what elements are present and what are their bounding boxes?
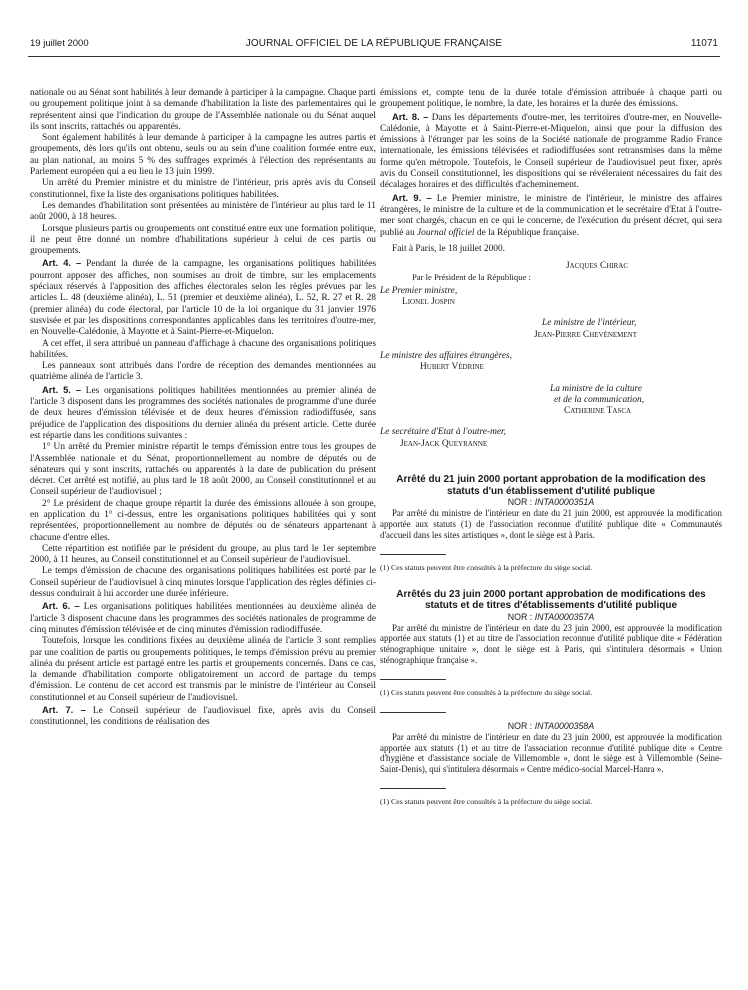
article-label: Art. 5. – — [42, 383, 82, 395]
interieur-title: Le ministre de l'intérieur, — [542, 318, 637, 329]
nor-code: INTA0000351A — [534, 497, 595, 508]
by-president: Par le Président de la République : — [412, 272, 531, 283]
ae-title: Le ministre des affaires étrangères, — [380, 350, 513, 361]
section-body: Par arrêté du ministre de l'intérieur en date du 23 juin 2000, est approuvée la modification apportée aux statuts (1) et au titre de l'association reconnue d'utilité publique dite « Centre d'hygiène et d'assistance sociale de Villemomble », dont le siège est à Villemomble (Seine-Saint-Denis), qui s'intitulera désormais « Centre médico-social Marcel-Hanra ». — [380, 732, 722, 774]
footnote: (1) Ces statuts peuvent être consultés à la préfecture du siège social. — [380, 688, 593, 698]
article-9 — [380, 192, 722, 239]
section-body: Par arrêté du ministre de l'intérieur en date du 23 juin 2000, est approuvée la modification apportée aux statuts (1) et au titre de l'association reconnue d'utilité publique dite « Fédération sténographique unitaire », dont le siège est à Paris, qui s'intitulera désormais « Union sténographique française ». — [380, 622, 722, 665]
article-text: Pendant la durée de la campagne, les organisations politiques habilitées pourront apposer des affiches, non soumises au droit de timbre, sur les emplacements spéciaux réservés à l'apposition des affiches électorales selon les règles prévues par les articles L. 48 (deuxième alinéa), L. 51 (premier et deuxième alinéa), L. 52, R. 27 et R. 28 (premier alinéa) du code électoral, par l'article 10 de la loi organique du 31 janvier 1976 susvisée et par les dispositions correspondantes applicables dans les territoires d'outre-mer, en Nouvelle-Calédonie, à Mayotte et à Saint-Pierre-et-Miquelon. — [30, 259, 377, 338]
article-label: Art. 9. – — [392, 191, 432, 203]
paragraph: Sont également habilités à leur demande à participer à la campagne les autres partis et groupements, dès lors qu'ils ont obtenu, seuls ou au sein d'une coalition formée entre eux, au plan national, au moins 5 % des suffrages exprimés à l'élection des représentants au Parlement européen qui a eu lieu le 13 juin 1999. — [30, 133, 376, 178]
interieur-name: Jean-Pierre Chevènement — [534, 329, 638, 340]
article-6 — [30, 600, 376, 636]
culture-title-2: et de la communication, — [554, 394, 645, 405]
section-body: Par arrêté du ministre de l'intérieur en date du 21 juin 2000, est approuvée la modification apportée aux statuts (1) de l'association reconnue d'utilité publique dite « Communautés d'accueil dans les sites artistiques », dont le siège est à Paris. — [380, 508, 722, 540]
paragraph: Le temps d'émission de chacune des organisations politiques habilitées est porté par le Conseil supérieur de l'audiovisuel à cinq minutes lorsque l'application des règles définies ci-dessus conduirait à lui accorder une durée inférieure. — [30, 566, 376, 600]
article-5 — [30, 384, 376, 442]
article-label: Art. 8. – — [392, 110, 429, 122]
article-7 — [30, 704, 376, 729]
pm-title: Le Premier ministre, — [380, 285, 458, 296]
signatures — [380, 261, 722, 450]
paragraph: émissions et, compte tenu de la durée totale d'émission attribuée à chaque parti ou groupement politique, le nombre, la date, les horaires et la durée des émissions. — [380, 88, 722, 110]
nor-reference — [380, 497, 722, 508]
nor-reference — [380, 612, 722, 623]
footnote: (1) Ces statuts peuvent être consultés à la préfecture du siège social. — [380, 563, 593, 573]
ae-name: Hubert Védrine — [420, 362, 484, 373]
article-text: Le Premier ministre, le ministre de l'intérieur, le ministre des affaires étrangères, le ministre de la culture et de la communication et le secrétaire d'Etat à l'outre-mer sont chargés, chacun en ce qui le concerne, de l'exécution du présent décret, qui sera publié au — [380, 193, 722, 238]
paragraph: A cet effet, il sera attribué un panneau d'affichage à chacune des organisations politiques habilitées. — [30, 338, 376, 360]
place-date: Fait à Paris, le 18 juillet 2000. — [392, 243, 506, 254]
article-text: Dans les départements d'outre-mer, les territoires d'outre-mer, en Nouvelle-Calédonie, à Mayotte et à Saint-Pierre-et-Miquelon, ainsi que pour la diffusion des émissions à l'étranger par les soins de la Société nationale de programme Radio France internationale, les émissions télévisées et radiodiffusées sont retransmises dans la même forme qu'en métropole. Toutefois, le Conseil supérieur de l'audiovisuel peut fixer, après avis du Conseil constitutionnel, les dispositions qui se révéleraient nécessaires du fait des décalages horaires et des difficultés d'acheminement. — [380, 112, 722, 191]
paragraph: Cette répartition est notifiée par le président du groupe, au plus tard le 1er septembre 2000, à 11 heures, au Conseil constitutionnel et au Conseil supérieur de l'audiovisuel. — [30, 543, 376, 566]
culture-title: La ministre de la culture — [550, 383, 643, 394]
paragraph: 1° Un arrêté du Premier ministre répartit le temps d'émission entre tous les groupes de l'Assemblée nationale et du Sénat, proportionnellement au nombre de députés ou de sénateurs qui y sont inscrits, rattachés ou apparentés à la date de publication du présent décret. Cet arrêté est notifié, au plus tard le 18 août 2000, au Conseil constitutionnel et au Conseil supérieur de l'audiovisuel ; — [30, 442, 376, 498]
left-column — [30, 88, 376, 729]
nor-label: NOR : — [507, 720, 535, 731]
paragraph: Toutefois, lorsque les conditions fixées au deuxième alinéa de l'article 3 sont remplies par une coalition de partis ou groupements politiques, le temps d'émission prévu au premier alinéa du présent article est partagé entre les partis et groupements concernés. Dans ce cas, la demande d'habilitation comporte obligatoirement un accord de partage du temps d'émission. Le contenu de cet accord est transmis par le ministre de l'intérieur au Conseil constitutionnel et au Conseil supérieur de l'audiovisuel. — [30, 636, 376, 703]
article-text-end: de la République française. — [474, 227, 579, 238]
article-label: Art. 4. – — [42, 257, 82, 269]
journal-title: JOURNAL OFFICIEL DE LA RÉPUBLIQUE FRANÇAISE — [245, 38, 503, 49]
article-label: Art. 7. – — [42, 704, 86, 716]
journal-officiel-reference: Journal officiel — [416, 227, 475, 238]
page-number: 11071 — [690, 38, 718, 49]
om-title: Le secrétaire d'Etat à l'outre-mer, — [380, 427, 506, 438]
page-header — [30, 38, 718, 54]
nor-label: NOR : — [507, 611, 535, 622]
paragraph: Un arrêté du Premier ministre et du ministre de l'intérieur, pris après avis du Conseil constitutionnel, fixe la liste des organisations politiques habilitées. — [30, 178, 376, 200]
president-name: Jacques Chirac — [566, 261, 629, 272]
section-title: Arrêtés du 23 juin 2000 portant approbation de modifications des statuts et de titres d'établissements d'utilité publique — [396, 588, 706, 612]
article-label: Art. 6. – — [42, 600, 80, 612]
article-4 — [30, 257, 376, 338]
culture-name: Catherine Tasca — [564, 406, 632, 417]
header-date: 19 juillet 2000 — [30, 38, 89, 49]
article-text: Le Conseil supérieur de l'audiovisuel fixe, après avis du Conseil constitutionnel, les conditions de réalisation des — [30, 706, 377, 728]
arretes-23-juin — [380, 589, 722, 807]
right-column — [380, 88, 722, 807]
article-text: Les organisations politiques habilitées mentionnées au premier alinéa de l'article 3 disposent dans les programmes des sociétés nationales de programme d'une durée de deux heures d'émission télévisée et de deux heures d'émission radiodiffusée, sans préjudice de l'application des dispositions du dernier alinéa du présent article. Cette durée est répartie dans les conditions suivantes : — [30, 385, 377, 441]
article-8 — [380, 111, 722, 192]
nor-label: NOR : — [507, 497, 535, 508]
section-title: Arrêté du 21 juin 2000 portant approbation de la modification des statuts d'un établissement d'utilité publique — [396, 474, 706, 497]
article-text: Les organisations politiques habilitées mentionnées au deuxième alinéa de l'article 3 disposent chacune dans les programmes des sociétés nationales de programme de cinq minutes d'émission télévisée et de cinq minutes d'émission radiodiffusée. — [30, 602, 377, 635]
footnote: (1) Ces statuts peuvent être consultés à la préfecture du siège social. — [380, 797, 593, 807]
footnote-rule — [380, 679, 446, 680]
pm-name: Lionel Jospin — [402, 297, 455, 308]
arrete-21-juin — [380, 474, 722, 573]
nor-reference — [380, 721, 722, 732]
header-rule — [28, 56, 720, 57]
separator-rule — [380, 712, 446, 713]
paragraph: Les panneaux sont attribués dans l'ordre de réception des demandes mentionnées au quatrième alinéa de l'article 3. — [30, 361, 376, 383]
paragraph: 2° Le président de chaque groupe répartit la durée des émissions allouée à son groupe, en application du 1° ci-dessus, entre les organisations politiques habilitées qui y sont représentées, proportionnellement au nombre de députés ou de sénateurs appartenant à chacune d'entre elles. — [30, 498, 376, 543]
footnote-rule — [380, 788, 446, 789]
om-name: Jean-Jack Queyranne — [400, 438, 488, 449]
paragraph: Lorsque plusieurs partis ou groupements ont constitué entre eux une formation politique, il ne peut être donné un nombre d'habilitations supérieur à celui de ces partis ou groupements. — [30, 223, 376, 257]
nor-code: INTA0000357A — [534, 611, 595, 622]
nor-code: INTA0000358A — [534, 720, 595, 731]
paragraph: Les demandes d'habilitation sont présentées au ministère de l'intérieur au plus tard le 11 août 2000, à 18 heures. — [30, 200, 376, 223]
footnote-rule — [380, 554, 446, 555]
paragraph: nationale ou au Sénat sont habilités à leur demande à participer à la campagne. Chaque parti ou groupement politique joint à sa demande d'habilitation la liste des parlementaires qui le représentent ainsi que l'indication du groupe de l'Assemblée nationale ou du Sénat auquel ils sont inscrits, rattachés ou apparentés. — [30, 88, 376, 132]
